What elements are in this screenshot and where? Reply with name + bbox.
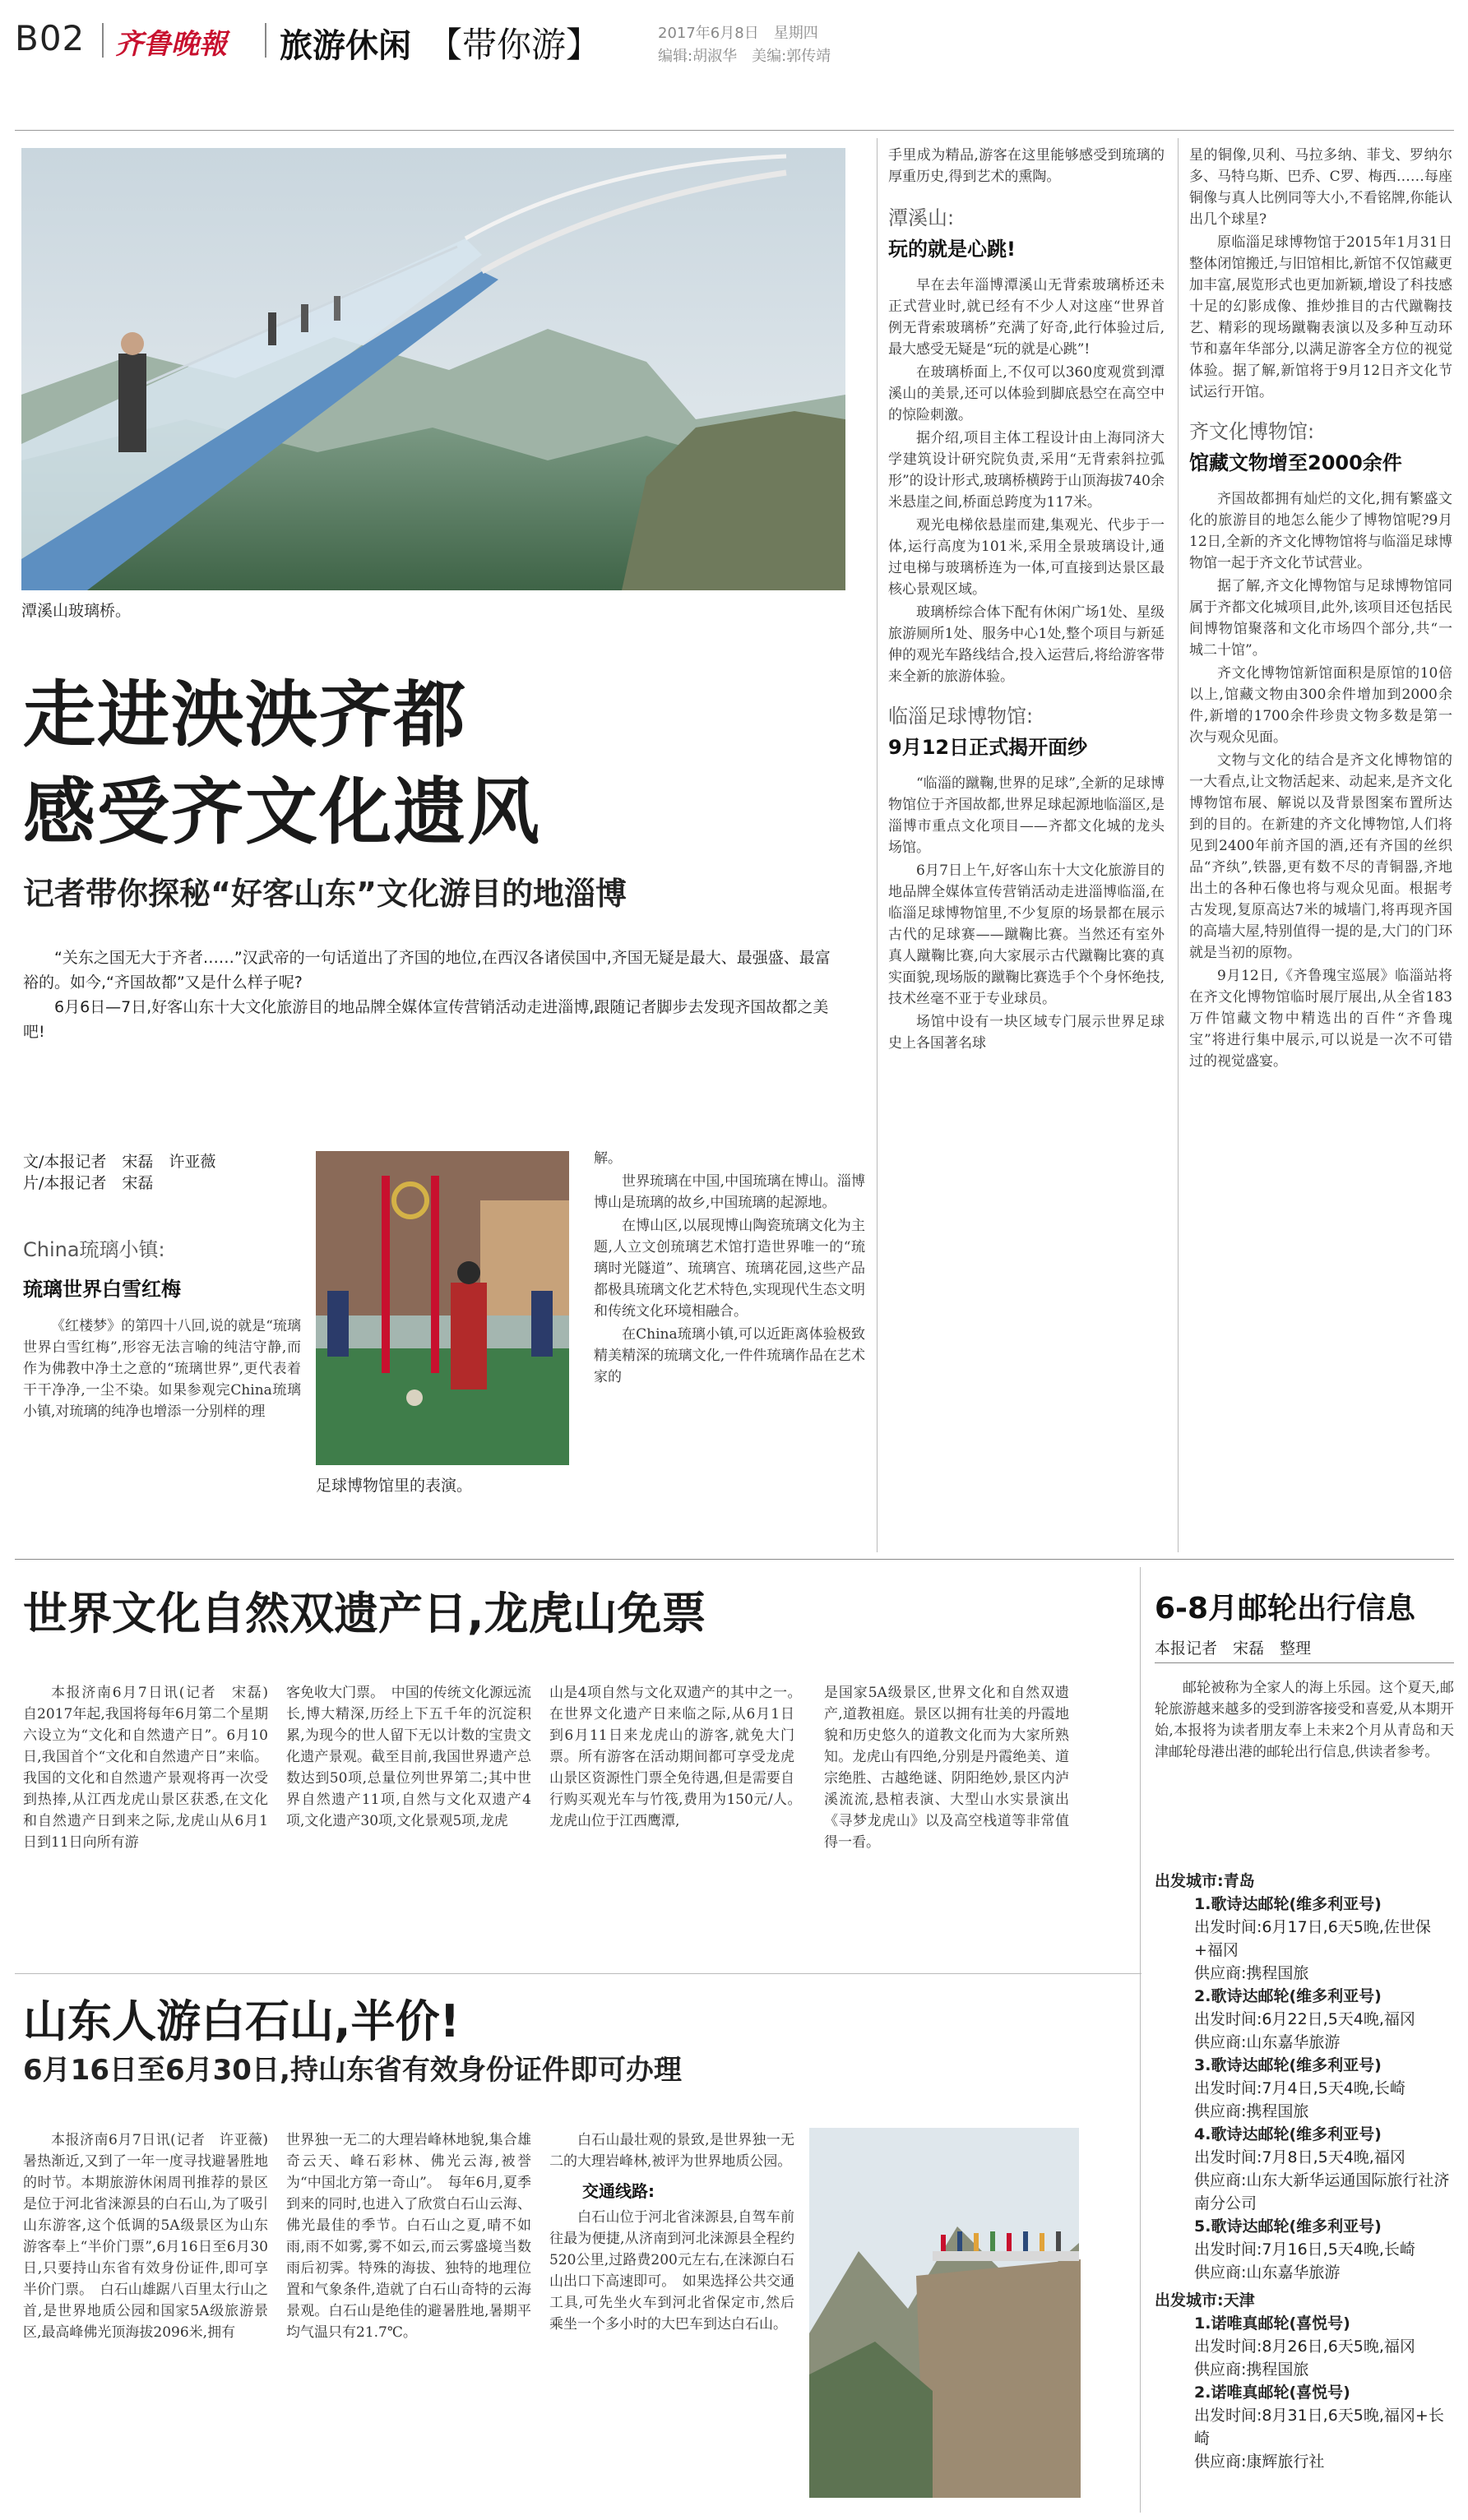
paragraph: 世界独一无二的大理岩峰林地貌,集合雄奇云天、峰石彩林、佛光云海,被誉为“中国北方第一奇山”。 每年6月,夏季到来的同时,也进入了欣赏白石山云海、佛光最佳的季节。白石山之夏,晴不如雨,雨不如雾,雾不如云,而云雾盛境当数雨后初霁。特殊的海拔、独特的地理位置和气象条件,造就了白石山奇特的云海景观。白石山是绝佳的避暑胜地,暑期平均气温只有21.7℃。 bbox=[286, 2132, 531, 2341]
ship-name: 1.歌诗达邮轮(维多利亚号) bbox=[1194, 1895, 1382, 1913]
byline bbox=[23, 1151, 215, 1194]
paragraph: 观光电梯依悬崖而建,集观光、代步于一体,运行高度为101米,采用全景玻璃设计,通过电梯与玻璃桥连为一体,可直接到达景区最核心景观区域。 bbox=[888, 517, 1165, 598]
baishi-subtitle: 6月16日至6月30日,持山东省有效身份证件即可办理 bbox=[23, 2054, 682, 2087]
baishi-headline: 山东人游白石山,半价! bbox=[23, 1995, 461, 2047]
paragraph: 白石山位于河北省涞源县,自驾车前往最为便捷,从济南到河北涞源县全程约520公里,过路费200元左右,在涞源白石山出口下高速即可。 如果选择公共交通工具,可先坐火车到河北省保定市,然后乘坐一个多小时的大巴车到达白石山。 bbox=[549, 2209, 794, 2333]
trip-item bbox=[1155, 2312, 1454, 2381]
cruise-intro bbox=[1155, 1677, 1454, 1764]
section-rule bbox=[15, 1559, 1454, 1560]
ship-name: 4.歌诗达邮轮(维多利亚号) bbox=[1194, 2125, 1382, 2143]
baishi-col-2 bbox=[286, 2129, 531, 2499]
column-divider bbox=[877, 138, 878, 1552]
paragraph: 据介绍,项目主体工程设计由上海同济大学建筑设计研究院负责,采用“无背索斜拉弧形”的设计形式,玻璃桥横跨于山顶海拔740余米悬崖之间,桥面总跨度为117米。 bbox=[888, 430, 1165, 511]
paragraph: “临淄的蹴鞠,世界的足球”,全新的足球博物馆位于齐国故都,世界足球起源地临淄区,是淄博市重点文化项目——齐都文化城的龙头场馆。 bbox=[888, 775, 1165, 856]
museum-title: 馆藏文物增至2000余件 bbox=[1189, 451, 1402, 474]
trip-time: 出发时间:7月4日,5天4晚,长崎 bbox=[1194, 2079, 1405, 2097]
trip-time: 出发时间:6月17日,6天5晚,佐世保+福冈 bbox=[1194, 1918, 1431, 1959]
paragraph: 据了解,齐文化博物馆与足球博物馆同属于齐都文化城项目,此外,该项目还包括民间博物馆聚落和文化市场四个部分,共“一城二十馆”。 bbox=[1189, 578, 1452, 659]
trip-agency: 供应商:携程国旅 bbox=[1194, 2102, 1309, 2120]
glass-bridge-photo bbox=[21, 148, 845, 590]
baishi-col-3 bbox=[549, 2129, 794, 2499]
paragraph: 邮轮被称为全家人的海上乐园。这个夏天,邮轮旅游越来越多的受到游客接受和喜爱,从本期开始,本报将为读者朋友奉上未来2个月从青岛和天津邮轮母港出港的邮轮出行信息,供读者参考。 bbox=[1155, 1680, 1454, 1760]
paragraph: 在博山区,以展现博山陶瓷琉璃文化为主题,人立文创琉璃艺术馆打造世界唯一的“琉璃时光隧道”、琉璃宫、琉璃花园,这些产品都极具琉璃文化艺术特色,实现现代生态文明和传统文化环境相融合。 bbox=[594, 1218, 865, 1320]
lead-text: “关东之国无大于齐者……”汉武帝的一句话道出了齐国的地位,在西汉各诸侯国中,齐国无疑是最大、最强盛、最富裕的。如今,“齐国故都”又是什么样子呢? bbox=[23, 949, 831, 992]
paragraph: 齐文化博物馆新馆面积是原馆的10倍以上,馆藏文物由300余件增加到2000余件,新增的1700余件珍贵文物多数是第一次与观众见面。 bbox=[1189, 665, 1452, 746]
lead-text: 6月6日—7日,好客山东十大文化旅游目的地品牌全媒体宣传营销活动走进淄博,跟随记者脚步去发现齐国故都之美吧! bbox=[23, 998, 829, 1041]
museum-label: 齐文化博物馆: bbox=[1189, 420, 1315, 443]
paragraph: 场馆中设有一块区域专门展示世界足球史上各国著名球 bbox=[888, 1014, 1165, 1052]
lead-paragraph bbox=[23, 946, 845, 1044]
paragraph: 9月12日,《齐鲁瑰宝巡展》临淄站将在齐文化博物馆临时展厅展出,从全省183万件馆藏文物中精选出的百件“齐鲁瑰宝”将进行集中展示,可以说是一次不可错过的视觉盛宴。 bbox=[1189, 968, 1452, 1070]
trip-agency: 供应商:携程国旅 bbox=[1194, 1964, 1309, 1982]
cruise-schedule bbox=[1155, 1865, 1454, 2473]
trip-item bbox=[1155, 1893, 1454, 1985]
football-title: 9月12日正式揭开面纱 bbox=[888, 736, 1088, 759]
masthead-divider bbox=[265, 23, 266, 58]
masthead-rule bbox=[15, 130, 1454, 131]
baishi-mountain-photo bbox=[809, 2128, 1079, 2498]
paragraph: 齐国故都拥有灿烂的文化,拥有繁盛文化的旅游目的地怎么能少了博物馆呢?9月12日,全新的齐文化博物馆将与临淄足球博物馆一起于齐文化节试营业。 bbox=[1189, 491, 1452, 571]
longhu-col-3 bbox=[549, 1682, 808, 1962]
section-title: 旅游休闲 bbox=[280, 27, 411, 65]
paragraph: 解。 bbox=[594, 1150, 622, 1167]
paragraph: 客免收大门票。 中国的传统文化源远流长,博大精深,历经上下五千年的沉淀积累,为现今的世人留下无以计数的宝贵文化遗产景观。截至目前,我国世界遗产总数达到50项,总量位列世界第二;其中世界自然遗产11项,自然与文化双遗产4项,文化遗产30项,文化景观5项,龙虎 bbox=[286, 1685, 531, 1829]
trip-agency: 供应商:山东嘉华旅游 bbox=[1194, 2033, 1341, 2051]
paragraph: 文物与文化的结合是齐文化博物馆的一大看点,让文物活起来、动起来,是齐文化博物馆布展、解说以及背景图案布置所达到的目的。在新建的齐文化博物馆,人们将见到2400年前齐国的酒,还有齐国的丝织品“齐纨”,铁器,更有数不尽的青铜器,齐地出土的各种石像也将与观众见面。根据考古发现,复原高达7米的城墙门,将再现齐国的高墙大屋,特别值得一提的是,大门的门环就是当初的原物。 bbox=[1189, 752, 1452, 961]
trip-item bbox=[1155, 2215, 1454, 2284]
longhu-col-1 bbox=[23, 1682, 282, 1962]
photo-caption: 潭溪山玻璃桥。 bbox=[21, 602, 132, 620]
paragraph: 早在去年淄博潭溪山无背索玻璃桥还未正式营业时,就已经有不少人对这座“世界首例无背索玻璃桥”充满了好奇,此行体验过后,最大感受无疑是“玩的就是心跳”! bbox=[888, 277, 1165, 358]
traffic-label: 交通线路: bbox=[582, 2181, 655, 2201]
china-town-label: China琉璃小镇: bbox=[23, 1238, 165, 1261]
paragraph: 手里成为精品,游客在这里能够感受到琉璃的厚重历史,得到艺术的熏陶。 bbox=[888, 147, 1165, 185]
byline-photo: 片/本报记者 宋磊 bbox=[23, 1174, 154, 1192]
paragraph: 6月7日上午,好客山东十大文化旅游目的地品牌全媒体宣传营销活动走进淄博临淄,在临淄足球博物馆里,不少复原的场景都在展示古代的足球赛——蹴鞠比赛。当然还有室外真人蹴鞠比赛,向大家展示古代蹴鞠比赛的真实面貌,现场版的蹴鞠比赛选手个个身怀绝技,技术丝毫不亚于专业球员。 bbox=[888, 862, 1165, 1007]
tanxi-title: 玩的就是心跳! bbox=[888, 238, 1016, 261]
trip-time: 出发时间:7月8日,5天4晚,福冈 bbox=[1194, 2148, 1405, 2166]
column-divider bbox=[1140, 1567, 1141, 2513]
paragraph: 世界琉璃在中国,中国琉璃在博山。淄博博山是琉璃的故乡,中国琉璃的起源地。 bbox=[594, 1173, 865, 1211]
main-headline-line1: 走进泱泱齐都 bbox=[23, 673, 468, 757]
trip-item bbox=[1155, 1985, 1454, 2054]
longhu-headline: 世界文化自然双遗产日,龙虎山免票 bbox=[23, 1588, 706, 1639]
trip-item bbox=[1155, 2054, 1454, 2123]
cruise-title: 6-8月邮轮出行信息 bbox=[1155, 1592, 1416, 1625]
longhu-col-4 bbox=[824, 1682, 1069, 1962]
china-town-body bbox=[23, 1315, 301, 1496]
cruise-rule bbox=[1155, 1662, 1454, 1663]
trip-agency: 供应商:康辉旅行社 bbox=[1194, 2453, 1325, 2471]
trip-agency: 供应商:山东大新华运通国际旅行社济南分公司 bbox=[1194, 2171, 1450, 2213]
trip-time: 出发时间:8月26日,6天5晚,福冈 bbox=[1194, 2337, 1415, 2356]
ship-name: 2.诺唯真邮轮(喜悦号) bbox=[1194, 2384, 1350, 2402]
trip-agency: 供应商:携程国旅 bbox=[1194, 2360, 1309, 2379]
newspaper-logo: 齐鲁晚報 bbox=[115, 28, 227, 61]
paragraph: 玻璃桥综合体下配有休闲广场1处、星级旅游厕所1处、服务中心1处,整个项目与新延伸的观光车路线结合,投入运营后,将给游客带来全新的旅游体验。 bbox=[888, 604, 1165, 685]
headline-subtitle: 记者带你探秘“好客山东”文化游目的地淄博 bbox=[23, 876, 627, 912]
ship-name: 3.歌诗达邮轮(维多利亚号) bbox=[1194, 2056, 1382, 2074]
ship-name: 5.歌诗达邮轮(维多利亚号) bbox=[1194, 2217, 1382, 2236]
paragraph: 山是4项自然与文化双遗产的其中之一。 在世界文化遗产日来临之际,从6月1日到6月11日来龙虎山的游客,就免大门票。所有游客在活动期间都可享受龙虎山景区资源性门票全免待遇,但是需要自行购买观光车与竹筏,费用为150元/人。 龙虎山位于江西鹰潭, bbox=[549, 1685, 808, 1829]
column-title: 【带你游】 bbox=[428, 25, 601, 65]
paragraph: 白石山最壮观的景致,是世界独一无二的大理岩峰林,被评为世界地质公园。 bbox=[549, 2132, 794, 2170]
china-town-title: 琉璃世界白雪红梅 bbox=[23, 1278, 181, 1301]
trip-item bbox=[1155, 2381, 1454, 2473]
paragraph: 原临淄足球博物馆于2015年1月31日整体闭馆搬迁,与旧馆相比,新馆不仅馆藏更加丰富,展览形式也更加新颖,增设了科技感十足的幻影成像、推炒推目的古代蹴鞠技艺、精彩的现场蹴鞠表演以及多种互动环节和嘉年华部分,以满足游客全方位的视觉体验。据了解,新馆将于9月12日齐文化节试运行开馆。 bbox=[1189, 234, 1452, 400]
paragraph: 本报济南6月7日讯(记者 许亚薇) 暑热渐近,又到了一年一度寻找避暑胜地的时节。本期旅游休闲周刊推荐的景区是位于河北省涞源县的白石山,为了吸引山东游客,这个低调的5A级景区为山东游客奉上“半价门票”,6月16日至6月30日,只要持山东省有效身份证件,即可享半价门票。 白石山雄踞八百里太行山之首,是世界地质公园和国家5A级旅游景区,最高峰佛光顶海拔2096米,拥有 bbox=[23, 2132, 282, 2341]
cruise-byline: 本报记者 宋磊 整理 bbox=[1155, 1639, 1312, 1658]
column-c bbox=[888, 145, 1165, 1559]
paragraph: 在玻璃桥面上,不仅可以360度观赏到潭溪山的美景,还可以体验到脚底悬空在高空中的惊险刺激。 bbox=[888, 364, 1165, 423]
byline-writer: 文/本报记者 宋磊 许亚薇 bbox=[23, 1153, 216, 1171]
football-label: 临淄足球博物馆: bbox=[888, 705, 1034, 728]
column-divider bbox=[1178, 138, 1179, 1552]
trip-item bbox=[1155, 2123, 1454, 2215]
tanxi-label: 潭溪山: bbox=[888, 206, 955, 229]
paragraph: 在China琉璃小镇,可以近距离体验极致精美精深的琉璃文化,一件件琉璃作品在艺术家的 bbox=[594, 1326, 865, 1385]
main-headline-line2: 感受齐文化遗风 bbox=[23, 770, 542, 854]
glass-town-column bbox=[594, 1148, 865, 1490]
departure-city: 出发城市:天津 bbox=[1155, 2291, 1255, 2310]
paragraph: 《红楼梦》的第四十八回,说的就是“琉璃世界白雪红梅”,形容无法言喻的纯洁守静,而作为佛教中净土之意的“琉璃世界”,更代表着干干净净,一尘不染。如果参观完China琉璃小镇,对琉璃的纯净也增添一分别样的理 bbox=[23, 1318, 301, 1420]
paragraph: 本报济南6月7日讯(记者 宋磊) 自2017年起,我国将每年6月第二个星期六设立为“文化和自然遗产日”。6月10日,我国首个“文化和自然遗产日”来临。我国的文化和自然遗产景观将再一次受到热捧,从江西龙虎山景区获悉,在文化和自然遗产日到来之际,龙虎山从6月1日到11日向所有游 bbox=[23, 1685, 282, 1851]
longhu-col-2 bbox=[286, 1682, 531, 1962]
paragraph: 是国家5A级景区,世界文化和自然双遗产,道教祖庭。景区以拥有壮美的丹霞地貌和历史悠久的道教文化而为大家所熟知。龙虎山有四绝,分别是丹霞绝美、道宗绝胜、古越绝谜、阴阳绝妙,景区内泸溪流流,悬棺表演、大型山水实景演出《寻梦龙虎山》以及高空栈道等非常值得一看。 bbox=[824, 1685, 1069, 1851]
trip-time: 出发时间:7月16日,5天4晚,长崎 bbox=[1194, 2240, 1415, 2259]
masthead-date: 2017年6月8日 星期四 bbox=[658, 25, 818, 42]
photo-caption: 足球博物馆里的表演。 bbox=[316, 1477, 473, 1495]
trip-time: 出发时间:8月31日,6天5晚,福冈+长崎 bbox=[1194, 2407, 1444, 2448]
page-number: B02 bbox=[15, 18, 86, 58]
section-rule bbox=[15, 1973, 1142, 1974]
football-museum-photo bbox=[316, 1151, 569, 1465]
masthead-divider bbox=[102, 23, 104, 58]
trip-time: 出发时间:6月22日,5天4晚,福冈 bbox=[1194, 2010, 1415, 2028]
trip-agency: 供应商:山东嘉华旅游 bbox=[1194, 2263, 1341, 2282]
baishi-col-1 bbox=[23, 2129, 282, 2499]
paragraph: 星的铜像,贝利、马拉多纳、菲戈、罗纳尔多、马特乌斯、巴乔、C罗、梅西……每座铜像与真人比例同等大小,不看铭牌,你能认出几个球星? bbox=[1189, 147, 1452, 228]
departure-city: 出发城市:青岛 bbox=[1155, 1872, 1255, 1890]
masthead bbox=[0, 0, 1468, 71]
ship-name: 1.诺唯真邮轮(喜悦号) bbox=[1194, 2314, 1350, 2333]
ship-name: 2.歌诗达邮轮(维多利亚号) bbox=[1194, 1987, 1382, 2005]
masthead-editors: 编辑:胡淑华 美编:郭传靖 bbox=[658, 48, 831, 65]
column-d bbox=[1189, 145, 1452, 1559]
